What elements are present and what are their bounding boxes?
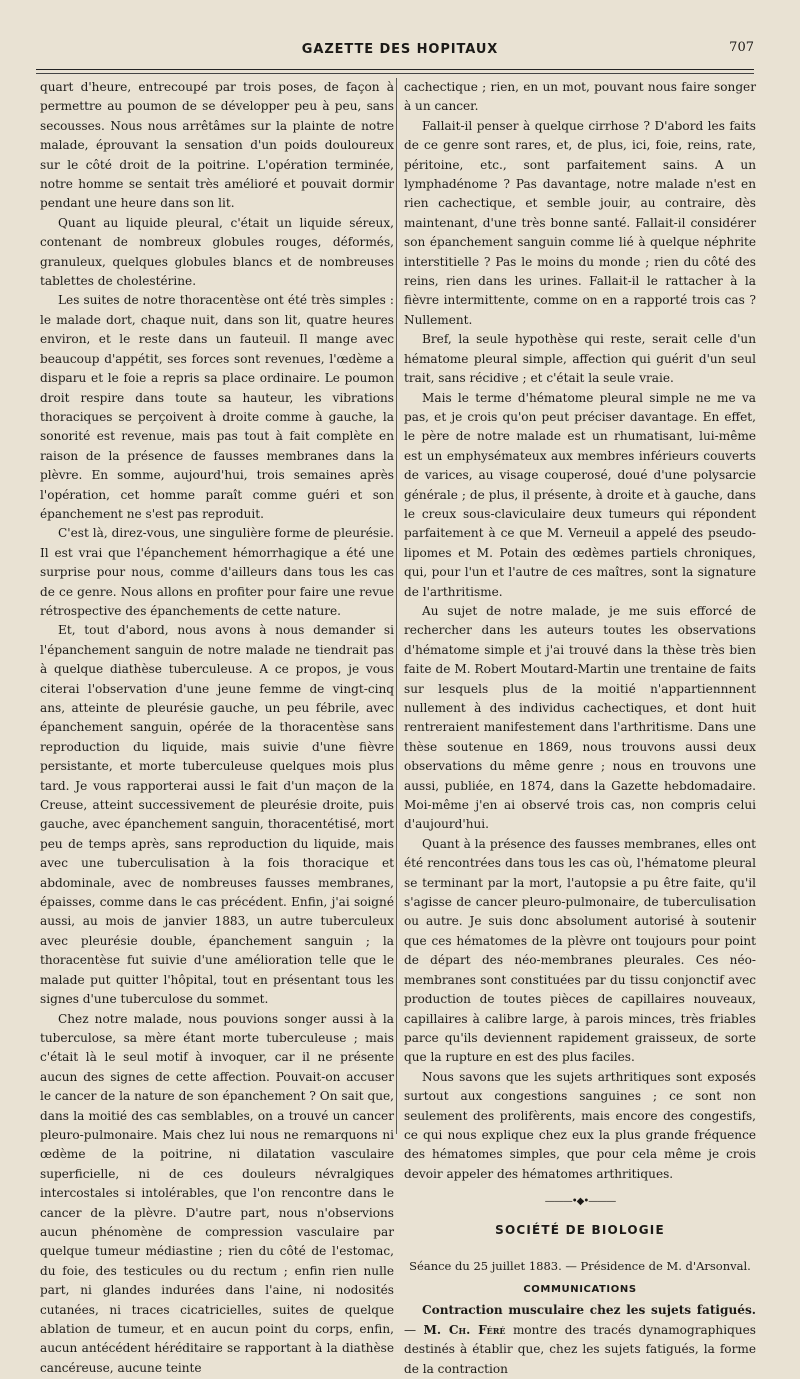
communication-paragraph: Contraction musculaire chez les sujets fatigués. — M. Ch. Féré montre des tracés dynamographiques destinés à établir que, chez les sujets fatigués, la forme de la contraction — [404, 1303, 756, 1376]
communications-heading: COMMUNICATIONS — [523, 1283, 637, 1295]
section-title: SOCIÉTÉ DE BIOLOGIE — [495, 1223, 665, 1238]
paragraph: Au sujet de notre malade, je me suis efforcé de rechercher dans les auteurs toutes les observations d'hématome simple et j'ai trouvé dans la thèse très bien faite de M. Robert Moutard-Martin une trentaine de faits sur lesquels plus de la moitié n'appartiennnent nullement à des individus cachectiques, et dont huit rentreraient manifestement dans l'arthritisme. Dans une thèse soutenue en 1869, nous trouvons aussi deux observations du même genre ; nous en trouvons une aussi, publiée, en 1874, dans la Gazette hebdomadaire. Moi-même j'en ai observé trois cas, non compris celui d'aujourd'hui. — [404, 603, 756, 832]
session-line: Séance du 25 juillet 1883. — Présidence de M. d'Arsonval. — [409, 1258, 751, 1273]
page-number: 707 — [729, 40, 754, 55]
communication-text: montre des tracés dynamographiques destinés à établir que, chez les sujets fatigués, la forme de la contraction — [404, 1322, 756, 1376]
left-column — [40, 78, 394, 1378]
journal-title: GAZETTE DES HOPITAUX — [301, 42, 499, 57]
paragraph: Chez notre malade, nous pouvions songer aussi à la tuberculose, sa mère étant morte tuberculeuse ; mais c'était là le seul motif à invoquer, car il ne présente aucun des signes de cette affection. Pouvait-on accuser le cancer de la nature de son épanchement ? On sait que, dans la moitié des cas semblables, on a trouvé un cancer pleuro-pulmonaire. Mais chez lui nous ne remarquons ni œdème de la poitrine, ni dilatation vasculaire superficielle, ni de ces douleurs névralgiques intercostales si intolérables, que l'on rencontre dans le cancer de la plèvre. D'autre part, nous n'observions aucun phénomène de compression vasculaire par quelque tumeur médiastine ; rien du côté de l'estomac, du foie, des testicules ou du rectum ; enfin rien nulle part, ni glandes indurées dans l'aine, ni nodosités cutanées, ni traces cicatricielles, suites de quelque ablation de tumeur, et en aucun point du corps, enfin, aucun antécédent héréditaire se rapportant à la diathèse cancéreuse, aucune teinte — [40, 1011, 394, 1375]
header-rule-thin — [36, 73, 754, 74]
paragraph: cachectique ; rien, en un mot, pouvant nous faire songer à un cancer. — [404, 80, 756, 114]
paragraph: Nous savons que les sujets arthritiques sont exposés surtout aux congestions sanguines ; ce sont non seulement des prolifèrents, mais encore des congestifs, ce qui nous explique chez eux la plus grande fréquence des hématomes simples, que pour cela même je crois devoir appeler des hématomes arthritiques. — [404, 1069, 756, 1181]
communication-title: Contraction musculaire chez les sujets fatigués. — [422, 1303, 756, 1318]
paragraph: Et, tout d'abord, nous avons à nous demander si l'épanchement sanguin de notre malade ne tiendrait pas à quelque diathèse tuberculeuse. A ce propos, je vous citerai l'observation d'une jeune femme de vingt-cinq ans, atteinte de pleurésie gauche, un peu fébrile, avec épanchement sanguin, opérée de la thoracentèse sans reproduction du liquide, mais suivie d'une fièvre persistante, et morte tuberculeuse quelques mois plus tard. Je vous rapporterai aussi le fait d'un maçon de la Creuse, atteint successivement de pleurésie droite, puis gauche, avec épanchement sanguin, thoracentétisé, mort peu de temps après, sans reproduction du liquide, mais avec une tuberculisation à la fois thoracique et abdominale, avec de nombreuses fausses membranes, épaisses, comme dans le cas précédent. Enfin, j'ai soigné aussi, au mois de janvier 1883, un autre tuberculeux avec pleurésie double, épanchement sanguin ; la thoracentèse fut suivie d'une amélioration telle que le malade put quitter l'hôpital, tout en présentant tous les signes d'une tuberculose du sommet. — [40, 623, 394, 1007]
column-divider — [396, 78, 397, 1134]
header-rule — [36, 69, 754, 70]
paragraph: Bref, la seule hypothèse qui reste, serait celle d'un hématome pleural simple, affection qui guérit d'un seul trait, sans récidive ; et c'était la seule vraie. — [404, 332, 756, 386]
paragraph: Mais le terme d'hématome pleural simple ne me va pas, et je crois qu'on peut préciser davantage. En effet, le père de notre malade est un rhumatisant, lui-même est un emphysémateux aux membres inférieurs couverts de varices, au visage couperosé, doué d'une polysarcie générale ; de plus, il présente, à droite et à gauche, dans le creux sous-claviculaire deux tumeurs qui répondent parfaitement à ce que M. Verneuil a appelé des pseudo-lipomes et M. Potain des œdèmes partiels chroniques, qui, pour l'un et l'autre de ces maîtres, sont la signature de l'arthritisme. — [404, 390, 756, 599]
paragraph: Les suites de notre thoracentèse ont été très simples : le malade dort, chaque nuit, dans son lit, quatre heures environ, et le reste dans un fauteuil. Il mange avec beaucoup d'appétit, ses forces sont revenues, l'œdème a disparu et le foie a repris sa place ordinaire. Le poumon droit respire dans toute sa hauteur, les vibrations thoraciques se perçoivent à droite comme à gauche, la sonorité est revenue, mais pas tout à fait complète en raison de la présence de fausses membranes dans la plèvre. En somme, aujourd'hui, trois semaines après l'opération, cet homme paraît comme guéri et son épanchement ne s'est pas reproduit. — [40, 293, 394, 521]
paragraph: quart d'heure, entrecoupé par trois poses, de façon à permettre au poumon de se développer peu à peu, sans secousses. Nous nous arrêtâmes sur la plainte de notre malade, éprouvant la sensation d'un poids douloureux sur le côté droit de la poitrine. L'opération terminée, notre homme se sentait très amélioré et pouvait dormir pendant une heure dans son lit. — [40, 80, 394, 211]
paragraph: Quant à la présence des fausses membranes, elles ont été rencontrées dans tous les cas où, l'hématome pleural se terminant par la mort, l'autopsie a pu être faite, qu'il s'agisse de cancer pleuro-pulmonaire, de tuberculisation ou autre. Je suis donc absolument autorisé à soutenir que ces hématomes de la plèvre ont toujours pour point de départ des néo-membranes pleurales. Ces néo-membranes sont constituées par du tissu conjonctif avec production de toutes pièces de capillaires nouveaux, capillaires à calibre large, à parois minces, très friables parce qu'ils deviennent rapidement graisseux, de sorte que la rupture en est des plus faciles. — [404, 836, 756, 1065]
section-separator: ———•◆•——— — [544, 1196, 616, 1208]
communication-author: M. Ch. Féré — [423, 1322, 506, 1337]
paragraph: Quant au liquide pleural, c'était un liquide séreux, contenant de nombreux globules rouges, déformés, granuleux, quelques globules blancs et de nombreuses tablettes de cholestérine. — [40, 215, 394, 289]
right-column — [404, 78, 756, 1379]
paragraph: Fallait-il penser à quelque cirrhose ? D'abord les faits de ce genre sont rares, et, de plus, ici, foie, reins, rate, péritoine, etc., sont parfaitement sains. A un lymphadénome ? Pas davantage, notre malade n'est en rien cachectique, et semble jouir, au contraire, dès maintenant, d'une très bonne santé. Fallait-il considérer son épanchement sanguin comme lié à quelque néphrite interstitielle ? Pas le moins du monde ; rien du côté des reins, rien dans les urines. Fallait-il le rattacher à la fièvre intermittente, comme on en a rapporté trois cas ? Nullement. — [404, 118, 756, 327]
paragraph: C'est là, direz-vous, une singulière forme de pleurésie. Il est vrai que l'épanchement hémorrhagique a été une surprise pour nous, comme d'ailleurs dans tous les cas de ce genre. Nous allons en profiter pour faire une revue rétrospective des épanchements de cette nature. — [40, 526, 394, 618]
page-header — [0, 30, 800, 60]
